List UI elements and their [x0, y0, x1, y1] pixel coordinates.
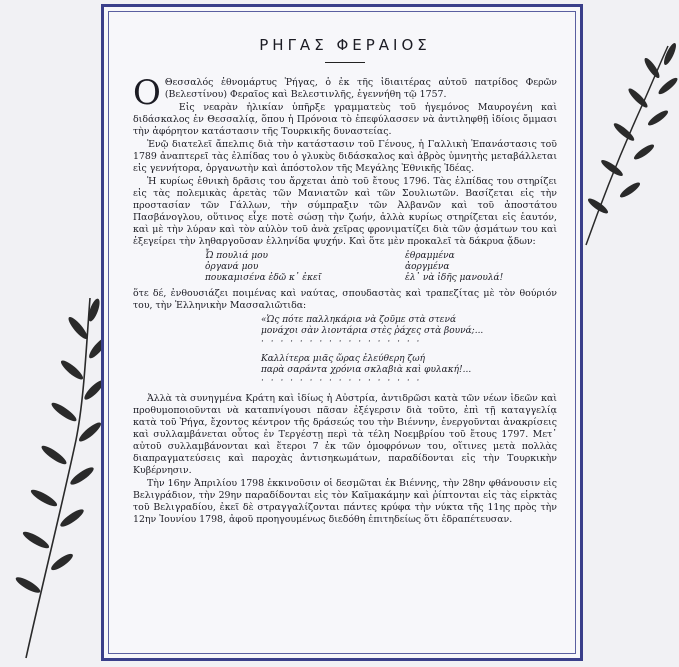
poem-lament-left [133, 251, 357, 284]
poem-line: Καλλίτερα μιᾶς ὥρας ἐλεύθερη ζωή [261, 354, 425, 364]
poem-line: ὀργανά μου [205, 262, 259, 272]
poem-line: ἀοργμένα [405, 262, 450, 272]
poem-line: «Ὡς πότε παλληκάρια νὰ ζοῦμε στὰ στενά [261, 315, 457, 325]
olive-branch-left-icon [6, 290, 106, 660]
paragraph-5: ὅτε δέ, ἐνθουσιάζει ποιμένας καὶ ναύτας, σπουδαστὰς καὶ τραπεζίτας μὲ τὸν θούριόν του, τὴν Ἑλληνικὴν Μασσαλιῶτιδα: [133, 288, 557, 311]
document-body [133, 32, 557, 527]
paragraph-4: Ἡ κυρίως ἐθνικὴ δρᾶσις του ἄρχεται ἀπὸ τοῦ ἔτους 1796. Τὰς ἐλπίδας του στηρίζει εἰς τὰς πολεμικὰς ἀρετὰς τῶν Μανιατῶν καὶ τῶν Σουλιωτῶν. Βασίζεται εἰς τὴν προστασίαν τῶν Γάλλων, τὴν σύμπραξιν τῶν Ἀλβανῶν καὶ τοῦ ἀποστάτου Πασβάνογλου, οὕτινος εἶχε ποτὲ σώσῃ τὴν ζωήν, ἀλλὰ κυρίως στηρίζεται εἰς ἑαυτόν, καὶ μὲ τὴν λύραν καὶ τὸν αὐλὸν τοῦ ἀνὰ χεῖρας φρονιματίζει διὰ τῶν ᾀσμάτων του καὶ ἐξεγείρει τὴν ληθαργοῦσαν ἑλληνίδα ψυχήν. Καὶ ὅτε μὲν προκαλεῖ τὰ δάκρυα ᾄδων: [133, 176, 557, 247]
paragraph-7: Τὴν 16ην Ἀπριλίου 1798 ἐκκινοῦσιν οἱ δεσμῶται ἐκ Βιέννης, τὴν 28ην φθάνουσιν εἰς Βελιγράδιον, τὴν 29ην παραδίδονται εἰς τὸν Καϊμακάμην καὶ ῥίπτονται εἰς τὰς εἱρκτὰς τοῦ Βελιγραδίου, ἐκεῖ δὲ στραγγαλίζονται πάντες κρύφα τὴν νύκτα τῆς 11ης πρὸς τὴν 12ην Ἰουνίου 1798, ἀφοῦ προηγουμένως διεδόθη ἐπιτηδείως ὅτι ἐδραπέτευσαν. [133, 478, 557, 525]
poem-line: μονάχοι σὰν λιοντάρια στὲς ῥάχες στὰ βουνά;... [261, 326, 484, 336]
paragraph-1-text: Θεσσαλός ἐθνομάρτυς Ῥήγας, ὁ ἐκ τῆς ἰδιαιτέρας αὐτοῦ πατρίδος Φερῶν (Βελεστίνου) Φεραῖος καὶ Βελεστινλῆς, ἐγεννήθη τῷ 1757. [164, 77, 557, 100]
paragraph-3: Ἐνῷ διατελεῖ ἄπελπις διὰ τὴν κατάστασιν τοῦ Γένους, ἡ Γαλλικὴ Ἐπανάστασις τοῦ 1789 ἀναπτερεῖ τὰς ἐλπίδας του ὁ γλυκὺς διδάσκαλος καὶ ἁβρὸς ὑμνητὴς μεταβάλλεται εἰς γεννήτορα, ὀργανωτὴν καὶ ἀπόστολον τῆς Μεγάλης Ἐθνικῆς Ἰδέας. [133, 139, 557, 174]
poem-line: ἐλ᾽ νὰ ἰδῆς μανουλά! [405, 273, 504, 283]
poem-line: παρὰ σαράντα χρόνια σκλαβιὰ καὶ φυλακή!... [261, 365, 472, 375]
paragraph-2: Εἰς νεαρὰν ἡλικίαν ὑπῆρξε γραμματεὺς τοῦ ἡγεμόνος Μαυρογένη καὶ διδάσκαλος ἐν Θεσσαλίᾳ, ὅπου ἡ Πρόνοια τὸ ἐπεφύλασσεν νὰ ἀντιληφθῇ ἰδίοις ὄμμασι τὴν ἀφόρητον κατάστασιν τῆς Τουρκικῆς δυναστείας. [133, 102, 557, 137]
olive-branch-right-icon [582, 40, 678, 250]
poem-thourios [133, 315, 557, 387]
poem-dots: · · · · · · · · · · · · · · · · · [261, 337, 422, 347]
poem-line: πουκαμισένα ἐδῶ κ᾽ ἐκεῖ [205, 273, 322, 283]
poem-line: Ὦ πουλιά μου [205, 251, 269, 261]
paragraph-1 [133, 73, 557, 113]
drop-cap: Ο [133, 73, 161, 113]
paragraph-6: Ἀλλὰ τὰ συνηγμένα Κράτη καὶ ἰδίως ἡ Αὐστρία, ἀντιδρῶσι κατὰ τῶν νέων ἰδεῶν καὶ προθυμοποιοῦνται νὰ καταπνίγουσι πᾶσαν ἐξέγερσιν διὰ τοῦτο, ἐπὶ τῇ καταγγελίᾳ κατὰ τοῦ Ῥήγα, ἔχοντος κέντρον τῆς δράσεώς του τὴν Βιέννην, ἐνεργοῦνται ἀνακρίσεις καὶ συλλαμβάνεται οὗτος ἐν Τεργέστῃ περὶ τὰ τέλη Νοεμβρίου τοῦ ἔτους 1797. Μετ᾽ αὐτοῦ συλλαμβάνονται καὶ ἕτεροι 7 ἐκ τῶν ὁμοφρόνων του, οἵτινες μετὰ πολλὰς διαπραγματεύσεις καὶ παροχὰς ἀντισηκωμάτων, παραδίδονται εἰς τὴν Τουρκικὴν Κυβέρνησιν. [133, 393, 557, 476]
poem-lament-right [357, 251, 557, 284]
title-divider [325, 62, 365, 63]
poem-dots: · · · · · · · · · · · · · · · · · [261, 376, 422, 386]
poem-line: ἐθραμμένα [405, 251, 455, 261]
poem-lament [133, 251, 557, 284]
page-title: ΡΗΓΑΣ ΦΕΡΑΙΟΣ [259, 36, 431, 54]
